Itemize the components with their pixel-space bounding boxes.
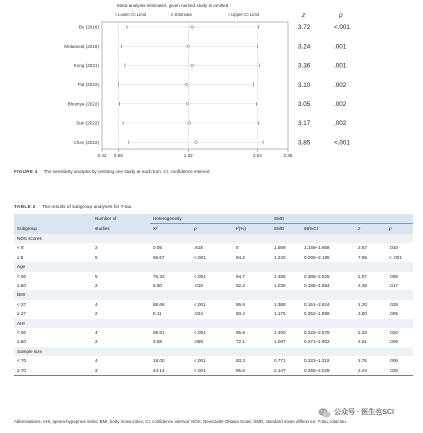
estimate-point	[185, 83, 188, 86]
cell-ci: 0.265–4.028	[301, 366, 355, 376]
cell-i2: 94.7	[236, 273, 245, 279]
wechat-icon	[318, 406, 331, 418]
cell-ci: 0.296–2.185	[304, 254, 330, 260]
cell-z: 2.57	[358, 245, 367, 251]
cell-i2: 80.4	[236, 311, 245, 317]
cell-p: <.001	[194, 273, 206, 279]
cell-smd: 1.559	[274, 245, 286, 251]
z-value: 3.72	[298, 24, 311, 32]
legend	[116, 12, 260, 17]
cell-n: 5	[95, 273, 98, 279]
x-tick-label: 0.59	[113, 153, 123, 158]
cell-x2: 68.61	[153, 330, 165, 336]
legend-estimate-label: Estimate	[175, 12, 193, 17]
table-section-row	[14, 347, 413, 356]
cell-z: 2.76	[358, 358, 367, 364]
p-column-header: p	[339, 12, 343, 19]
section-title: Sample size	[14, 347, 413, 356]
cell-n: 3	[92, 366, 150, 376]
table-section-row	[14, 262, 413, 271]
x-tick-label: 2.36	[283, 153, 293, 158]
cell-i2: 94.2	[236, 254, 245, 260]
plot-frame	[102, 22, 288, 149]
z-value: 3.85	[298, 139, 311, 147]
cell-z: 7.65	[358, 254, 367, 260]
cell-i2: 95.6	[236, 301, 245, 307]
watermark	[318, 405, 394, 419]
cell-smd: 1.087	[274, 339, 286, 345]
figure-caption-label: FIGURE 4	[14, 169, 38, 174]
estimate-point	[191, 26, 194, 29]
table-row	[14, 272, 413, 281]
estimate-point	[188, 122, 191, 125]
table-row	[14, 366, 413, 376]
cell-x2: 5.11	[153, 311, 162, 317]
cell-p2: .010	[389, 245, 398, 251]
cell-p2: .025	[386, 366, 413, 376]
cell-z: 2.24	[355, 366, 386, 376]
forest-plot	[0, 0, 423, 162]
cell-p: .024	[194, 311, 203, 317]
cell-p2: < .001	[389, 254, 402, 260]
table-body	[14, 234, 413, 376]
th-subgroup: Subgroup	[14, 224, 92, 235]
cell-i2: 95.5	[233, 366, 271, 376]
cell-smd: 1.455	[274, 273, 286, 279]
th-p2: p	[386, 224, 413, 235]
table-caption-label: TABLE 2	[14, 205, 36, 210]
p-value: .002	[334, 120, 347, 128]
cell-subgroup: ≥ 50	[17, 339, 26, 345]
cell-subgroup: ≥ 8	[17, 254, 24, 260]
cell-p: <.001	[194, 330, 206, 336]
table-row	[14, 356, 413, 365]
cell-ci: 0.151–2.624	[304, 301, 330, 307]
p-value: .001	[334, 43, 347, 51]
cell-smd: 1.035	[274, 283, 286, 289]
study-label: Pal (2022)	[77, 82, 99, 88]
cell-p: .818	[194, 245, 203, 251]
table-row	[14, 281, 413, 290]
cell-i2: 95.6	[236, 330, 245, 336]
cell-x2: 0.05	[153, 245, 162, 251]
estimate-point	[186, 103, 189, 106]
th-p: p	[191, 224, 233, 235]
cell-subgroup: < 50	[17, 330, 27, 336]
th-empty	[14, 214, 92, 224]
table-section-row	[14, 319, 413, 328]
study-label: Bhumya (2022)	[67, 101, 99, 107]
table-row	[14, 243, 413, 252]
th-smd-group: SMD	[271, 214, 413, 224]
cell-p: <.001	[194, 358, 206, 364]
table-section-row	[14, 234, 413, 243]
z-value: 3.10	[298, 81, 311, 89]
th-z: z	[355, 224, 386, 235]
cell-n: 2	[95, 339, 98, 345]
th-x2: X²	[150, 224, 191, 235]
cell-subgroup: ≥ 27	[17, 311, 26, 317]
cell-smd: 1.388	[274, 301, 286, 307]
z-column-header: z	[302, 12, 306, 19]
table-caption	[14, 205, 132, 210]
section-title: Age	[14, 262, 413, 271]
th-heterogeneity: Heterogeneity	[150, 214, 271, 224]
cell-z: 2.67	[358, 273, 367, 279]
estimate-point	[187, 45, 190, 48]
table-section-row	[14, 290, 413, 299]
legend-lower-label: Lower CI Limit	[118, 12, 147, 17]
th-num-studies-1: Number of	[92, 214, 150, 224]
plot-area	[64, 22, 350, 158]
section-title: BMI	[14, 290, 413, 299]
cell-x2: 5.60	[153, 283, 162, 289]
p-value: .002	[334, 101, 347, 108]
x-tick-label: 0.42	[97, 153, 107, 158]
cell-p: .018	[194, 283, 203, 289]
table-row	[14, 328, 413, 337]
cell-smd: 0.771	[274, 358, 286, 364]
study-label: Motamedi (2018)	[64, 43, 99, 49]
table-header-row-2	[14, 224, 413, 235]
cell-p2: .008	[389, 273, 398, 279]
table-row	[14, 337, 413, 346]
cell-subgroup: < 27	[17, 301, 27, 307]
cell-subgroup: < 8	[17, 245, 24, 251]
cell-smd: 1.240	[274, 254, 286, 260]
section-title: AHI	[14, 319, 413, 328]
figure-caption-text: The sensitivity analysis by omitting one study at each turn. CI, confidence interval.	[43, 169, 211, 174]
z-value: 3.17	[298, 120, 311, 128]
cell-n: 4	[95, 301, 98, 307]
cell-p2: .005	[389, 311, 398, 317]
sensitivity-figure	[0, 0, 423, 174]
cell-ci: 0.271–1.902	[304, 339, 330, 345]
cell-i2: 72.1	[236, 339, 245, 345]
section-title: NOS scores	[14, 234, 413, 243]
cell-n: 5	[95, 254, 98, 260]
legend-title: Meta-analysis estimates, given named study is omitted	[117, 3, 229, 8]
figure-caption	[14, 169, 414, 174]
cell-z: 2.39	[358, 283, 367, 289]
cell-z: 2.33	[358, 330, 367, 336]
cell-ci: 0.222–1.319	[304, 358, 330, 364]
study-label: Chen (2022)	[73, 139, 99, 145]
table-header-row-1	[14, 214, 413, 224]
cell-x2: 68.66	[153, 301, 165, 307]
cell-n: 4	[95, 330, 98, 336]
z-value: 3.05	[298, 101, 311, 108]
estimate-point	[191, 64, 194, 67]
table-row	[14, 309, 413, 318]
p-value: <.001	[334, 24, 350, 32]
cell-smd: 1.175	[274, 311, 286, 317]
study-label: Sun (2022)	[76, 120, 99, 126]
legend-upper-label: Upper CI Limit	[231, 12, 260, 17]
cell-z: 2.61	[358, 339, 367, 345]
cell-n: 2	[95, 283, 98, 289]
cell-z: 2.20	[358, 301, 367, 307]
study-label: Kong (2021)	[73, 63, 99, 68]
cell-x2: 68.67	[153, 254, 165, 260]
cell-subgroup: ≥ 50	[17, 283, 26, 289]
cell-p: .058	[194, 339, 203, 345]
cell-p2: .006	[389, 358, 398, 364]
th-smd: SMD	[271, 224, 301, 235]
p-value: <.001	[334, 139, 350, 147]
cell-smd: 2.147	[271, 366, 301, 376]
cell-subgroup: ≥ 70	[14, 366, 92, 376]
subgroup-table	[14, 214, 413, 376]
z-value: 3.36	[298, 62, 311, 70]
table-caption-text: The results of subgroup analyses for T-tau	[41, 205, 132, 210]
cell-n: 2	[95, 311, 98, 317]
cell-smd: 1.400	[274, 330, 286, 336]
p-value: .002	[334, 81, 347, 89]
cell-x2: 3.58	[153, 339, 162, 345]
cell-ci: 0.222–2.578	[304, 330, 330, 336]
cell-p: <.001	[191, 366, 233, 376]
cell-ci: 0.185–1.884	[304, 283, 330, 289]
watermark-text: 公众号 · 医生也SCI	[334, 409, 394, 416]
cell-ci: 0.386–2.525	[304, 273, 330, 279]
estimate-point	[195, 141, 198, 144]
table-row	[14, 300, 413, 309]
th-num-studies-2: studies	[92, 224, 150, 235]
cell-p2: .009	[389, 339, 398, 345]
cell-x2: 18.00	[153, 358, 165, 364]
cell-i2: 82.2	[236, 283, 245, 289]
cell-x2: 44.14	[150, 366, 191, 376]
cell-n: 4	[95, 358, 98, 364]
cell-ci: 0.352–1.998	[304, 311, 330, 317]
cell-p2: .020	[389, 330, 398, 336]
cell-p: <.001	[194, 254, 206, 260]
cell-i2: 83.3	[236, 358, 245, 364]
cell-ci: 1.159–1.958	[304, 245, 330, 251]
cell-subgroup: < 50	[17, 273, 27, 279]
z-value: 3.24	[298, 43, 311, 51]
p-value: .001	[334, 62, 347, 70]
x-tick-label: 1.32	[183, 153, 193, 158]
cell-n: 2	[95, 245, 98, 251]
cell-i2: 0	[236, 245, 239, 251]
cell-p2: .028	[389, 301, 398, 307]
cell-x2: 75.33	[153, 273, 165, 279]
cell-z: 2.80	[358, 311, 367, 317]
cell-subgroup: < 70	[17, 358, 27, 364]
th-ci: 95%CI	[301, 224, 355, 235]
study-label: Bu (2016)	[78, 24, 99, 30]
table-footnote: Abbreviations: AHI, apnea-hypopnea index; BMI, body mass index; CI, confidence interval; NOS, Newcastle-Ottawa Scale; SMD, standard mean difference; T-tau, total tau.	[14, 419, 347, 424]
th-i2: I²(%)	[233, 224, 271, 235]
cell-p2: .017	[389, 283, 398, 289]
table-row	[14, 253, 413, 262]
cell-p: <.001	[194, 301, 206, 307]
x-tick-label: 2.04	[252, 153, 262, 158]
legend-estimate-marker	[171, 14, 173, 16]
